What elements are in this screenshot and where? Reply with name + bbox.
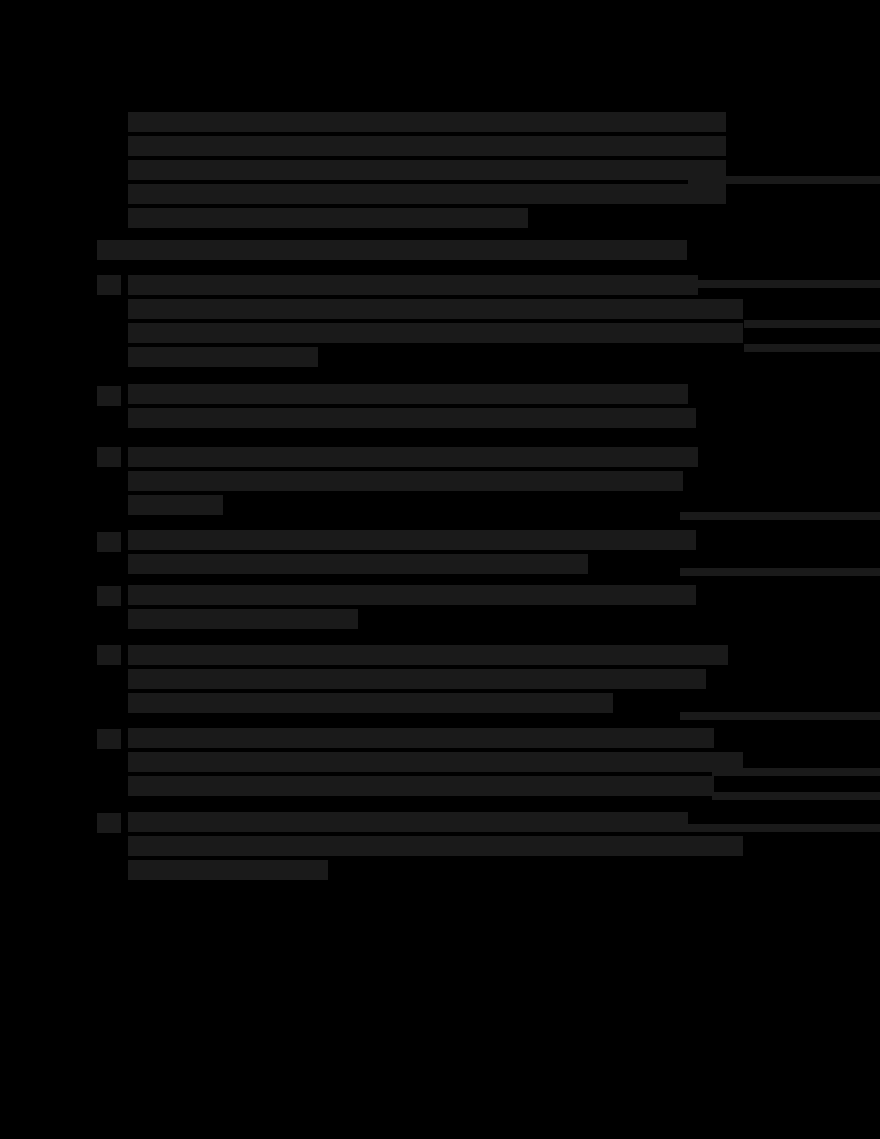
- list-item-text: [0, 0, 1, 1]
- redacted-text-line: [128, 160, 726, 180]
- margin-rule: [744, 344, 880, 352]
- redacted-text-line: [128, 184, 726, 204]
- redacted-text-line: [128, 275, 698, 295]
- redacted-text-line: [128, 208, 528, 228]
- redacted-text-line: [128, 447, 698, 467]
- list-number-marker: [97, 813, 121, 833]
- redacted-text-line: [128, 669, 706, 689]
- redacted-text-line: [128, 609, 358, 629]
- redacted-text-line: [128, 347, 318, 367]
- redacted-text-line: [128, 323, 743, 343]
- redacted-text-line: [128, 384, 688, 404]
- margin-rule: [712, 768, 880, 776]
- list-item-text: [0, 0, 1, 1]
- redacted-text-line: [128, 530, 696, 550]
- redacted-text-line: [128, 812, 688, 832]
- redacted-text-line: [128, 752, 743, 772]
- section-heading-text: [0, 0, 1, 1]
- list-number-marker: [97, 586, 121, 606]
- margin-rule: [744, 320, 880, 328]
- margin-rule: [680, 712, 880, 720]
- redacted-text-line: [128, 136, 726, 156]
- list-number-marker: [97, 447, 121, 467]
- redacted-text-line: [128, 776, 714, 796]
- list-item-text: [0, 0, 1, 1]
- redacted-text-line: [128, 836, 743, 856]
- margin-rule: [688, 280, 880, 288]
- redacted-text-line: [128, 495, 223, 515]
- margin-rule: [680, 568, 880, 576]
- redacted-text-line: [128, 299, 743, 319]
- list-number-marker: [97, 729, 121, 749]
- list-item-text: [0, 0, 1, 1]
- redacted-text-line: [128, 645, 728, 665]
- redacted-text-line: [128, 554, 588, 574]
- redacted-heading-line: [97, 240, 687, 260]
- list-item-text: [0, 0, 1, 1]
- redacted-text-line: [128, 728, 714, 748]
- redacted-text-line: [128, 693, 613, 713]
- list-number-marker: [97, 532, 121, 552]
- margin-rule: [680, 512, 880, 520]
- redacted-text-line: [128, 860, 328, 880]
- intro-paragraph-text: [0, 0, 1, 1]
- redacted-text-line: [128, 408, 696, 428]
- list-number-marker: [97, 386, 121, 406]
- redacted-text-line: [128, 112, 726, 132]
- redacted-text-line: [128, 585, 696, 605]
- redacted-text-line: [128, 471, 683, 491]
- list-number-marker: [97, 645, 121, 665]
- list-item-text: [0, 0, 1, 1]
- margin-rule: [688, 824, 880, 832]
- list-item-text: [0, 0, 1, 1]
- margin-rule: [688, 176, 880, 184]
- margin-rule: [712, 792, 880, 800]
- list-number-marker: [97, 275, 121, 295]
- list-item-text: [0, 0, 1, 1]
